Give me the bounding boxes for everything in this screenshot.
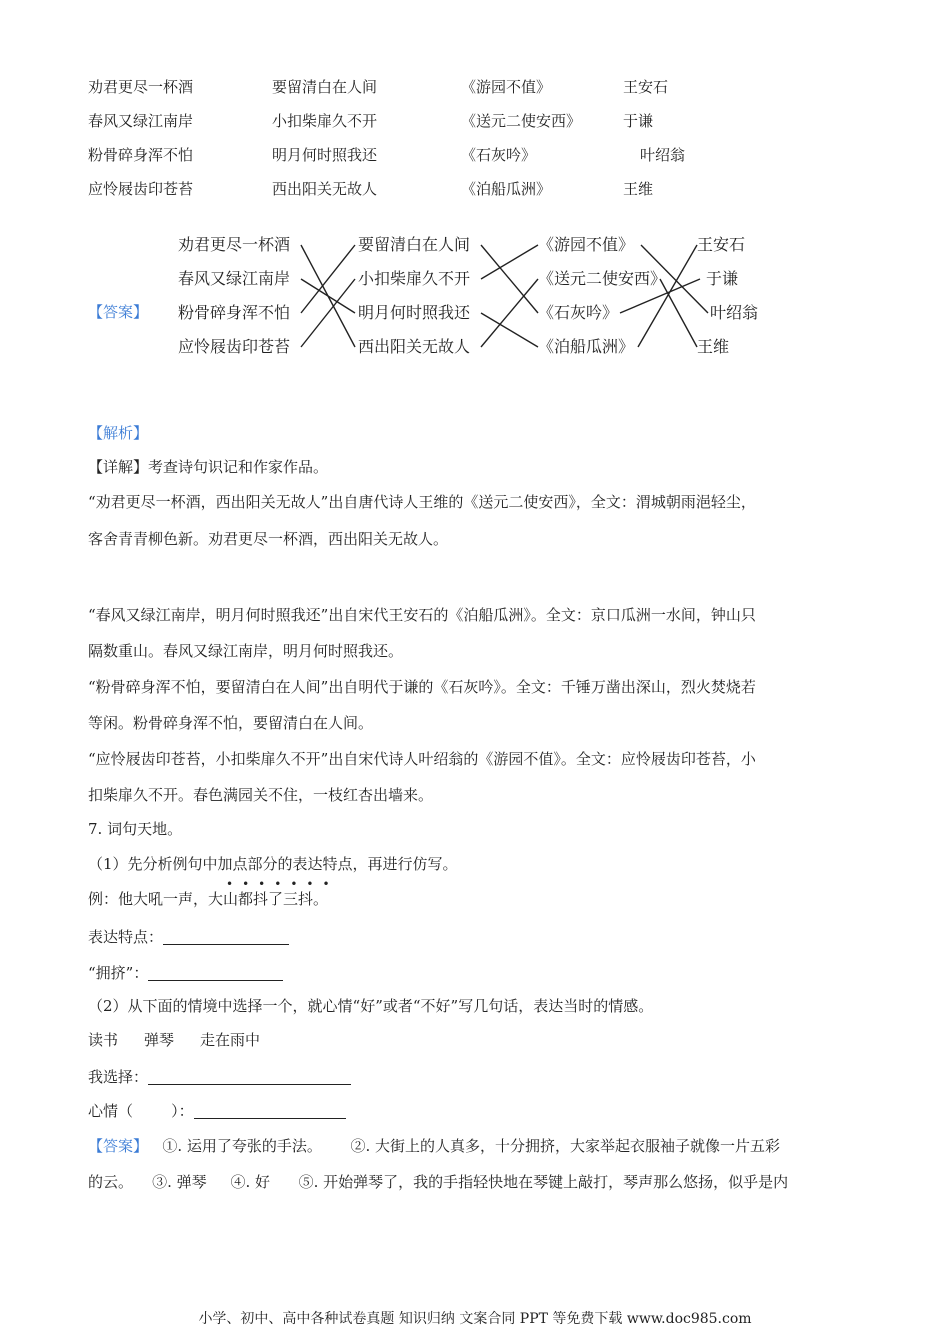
diagram-poem-line: 劝君更尽一杯酒 [178, 235, 291, 254]
connector-line [481, 245, 538, 279]
poem-title: 《游园不值》 [461, 78, 552, 96]
diagram-poet-name: 王安石 [697, 235, 746, 254]
analysis-paragraph: 扣柴扉久不开。春色满园关不住，一枝红杏出墙来。 [88, 786, 434, 804]
detail-label: 【详解】 [88, 458, 149, 476]
diagram-poem-title: 《石灰吟》 [538, 303, 619, 322]
poem-line: 春风又绿江南岸 [88, 112, 194, 130]
connector-line [481, 313, 538, 347]
poet-name: 叶绍翁 [640, 146, 686, 164]
connector-line [301, 245, 355, 313]
feature-blank[interactable] [163, 928, 289, 945]
emphasis-dots: ••••••• [226, 877, 339, 891]
poem-line: 明月何时照我还 [272, 146, 378, 164]
diagram-poet-name: 于谦 [706, 269, 739, 288]
answer-label: 【答案】 [88, 1137, 149, 1155]
poem-line: 粉骨碎身浑不怕 [88, 146, 194, 164]
detail-text: 考查诗句识记和作家作品。 [148, 458, 329, 476]
diagram-poem-line: 西出阳关无故人 [358, 337, 471, 356]
choice-blank[interactable] [148, 1068, 351, 1085]
poem-line: 应怜屐齿印苍苔 [88, 180, 194, 198]
analysis-paragraph: 客舍青青柳色新。劝君更尽一杯酒，西出阳关无故人。 [88, 530, 449, 548]
diagram-poem-title: 《泊船瓜洲》 [538, 337, 635, 356]
poem-line: 小扣柴扉久不开 [272, 112, 378, 130]
poem-line: 劝君更尽一杯酒 [88, 78, 194, 96]
mood-blank[interactable] [194, 1102, 346, 1119]
answer-label: 【答案】 [88, 303, 149, 321]
diagram-poem-line: 小扣柴扉久不开 [358, 269, 471, 288]
crowd-blank[interactable] [148, 964, 283, 981]
poem-line: 西出阳关无故人 [272, 180, 378, 198]
example-sentence: 例：他大吼一声，大山都抖了三抖。 [88, 890, 329, 908]
poet-name: 于谦 [623, 112, 654, 130]
connector-line [481, 279, 538, 347]
connector-line [481, 245, 538, 313]
question-part-2: （2）从下面的情境中选择一个，就心情“好”或者“不好”写几句话，表达当时的情感。 [88, 997, 654, 1015]
answer-line: 【答案】 ①. 运用了夸张的手法。 ②. 大街上的人真多，十分拥挤，大家举起衣服袖子就像一片五彩 [88, 1137, 781, 1155]
poem-title: 《石灰吟》 [461, 146, 537, 164]
diagram-poem-line: 春风又绿江南岸 [178, 269, 291, 288]
analysis-paragraph: “劝君更尽一杯酒，西出阳关无故人”出自唐代诗人王维的《送元二使安西》，全文：渭城朝雨浥轻尘， [88, 493, 756, 511]
analysis-label: 【解析】 [88, 424, 149, 442]
analysis-paragraph: “春风又绿江南岸，明月何时照我还”出自宋代王安石的《泊船瓜洲》。全文：京口瓜洲一水间，钟山只 [88, 606, 756, 624]
crowd-field: “拥挤”： [88, 962, 283, 984]
diagram-poet-name: 王维 [697, 337, 730, 356]
diagram-poem-title: 《游园不值》 [538, 235, 635, 254]
diagram-poem-title: 《送元二使安西》 [538, 269, 667, 288]
connector-lines [0, 0, 950, 380]
poem-title: 《泊船瓜洲》 [461, 180, 552, 198]
diagram-poet-name: 叶绍翁 [710, 303, 759, 322]
analysis-paragraph: 隔数重山。春风又绿江南岸，明月何时照我还。 [88, 642, 404, 660]
poem-title: 《送元二使安西》 [461, 112, 582, 130]
question-title: 7. 词句天地。 [88, 820, 183, 838]
analysis-paragraph: “粉骨碎身浑不怕，要留清白在人间”出自明代于谦的《石灰吟》。全文：千锤万凿出深山，烈火焚烧若 [88, 678, 756, 696]
diagram-poem-line: 明月何时照我还 [358, 303, 471, 322]
poem-line: 要留清白在人间 [272, 78, 378, 96]
analysis-paragraph: 等闲。粉骨碎身浑不怕，要留清白在人间。 [88, 714, 374, 732]
page-footer: 小学、初中、高中各种试卷真题 知识归纳 文案合同 PPT 等免费下载 www.doc985.com [198, 1311, 752, 1327]
diagram-poem-line: 粉骨碎身浑不怕 [178, 303, 291, 322]
choice-field: 我选择： [88, 1066, 351, 1088]
connector-line [301, 279, 355, 347]
mood-field: 心情（ ）： [88, 1100, 346, 1122]
connector-line [301, 279, 355, 313]
diagram-poem-line: 要留清白在人间 [358, 235, 471, 254]
dotted-phrase: 大山都抖了三抖 [208, 890, 314, 908]
analysis-detail [88, 456, 328, 478]
poet-name: 王安石 [623, 78, 669, 96]
analysis-paragraph: “应怜屐齿印苍苔，小扣柴扉久不开”出自宋代诗人叶绍翁的《游园不值》。全文：应怜屐齿印苍苔，小 [88, 750, 756, 768]
feature-field: 表达特点： [88, 926, 289, 948]
diagram-poem-line: 应怜屐齿印苍苔 [178, 337, 291, 356]
poet-name: 王维 [623, 180, 654, 198]
scenario-options: 读书 弹琴 走在雨中 [88, 1031, 261, 1049]
question-part-1: （1）先分析例句中加点部分的表达特点，再进行仿写。 [88, 855, 458, 873]
connector-line [660, 279, 697, 347]
answer-line: 的云。 ③. 弹琴 ④. 好 ⑤. 开始弹琴了，我的手指轻快地在琴键上敲打，琴声那么悠扬，似乎是内 [88, 1173, 789, 1191]
